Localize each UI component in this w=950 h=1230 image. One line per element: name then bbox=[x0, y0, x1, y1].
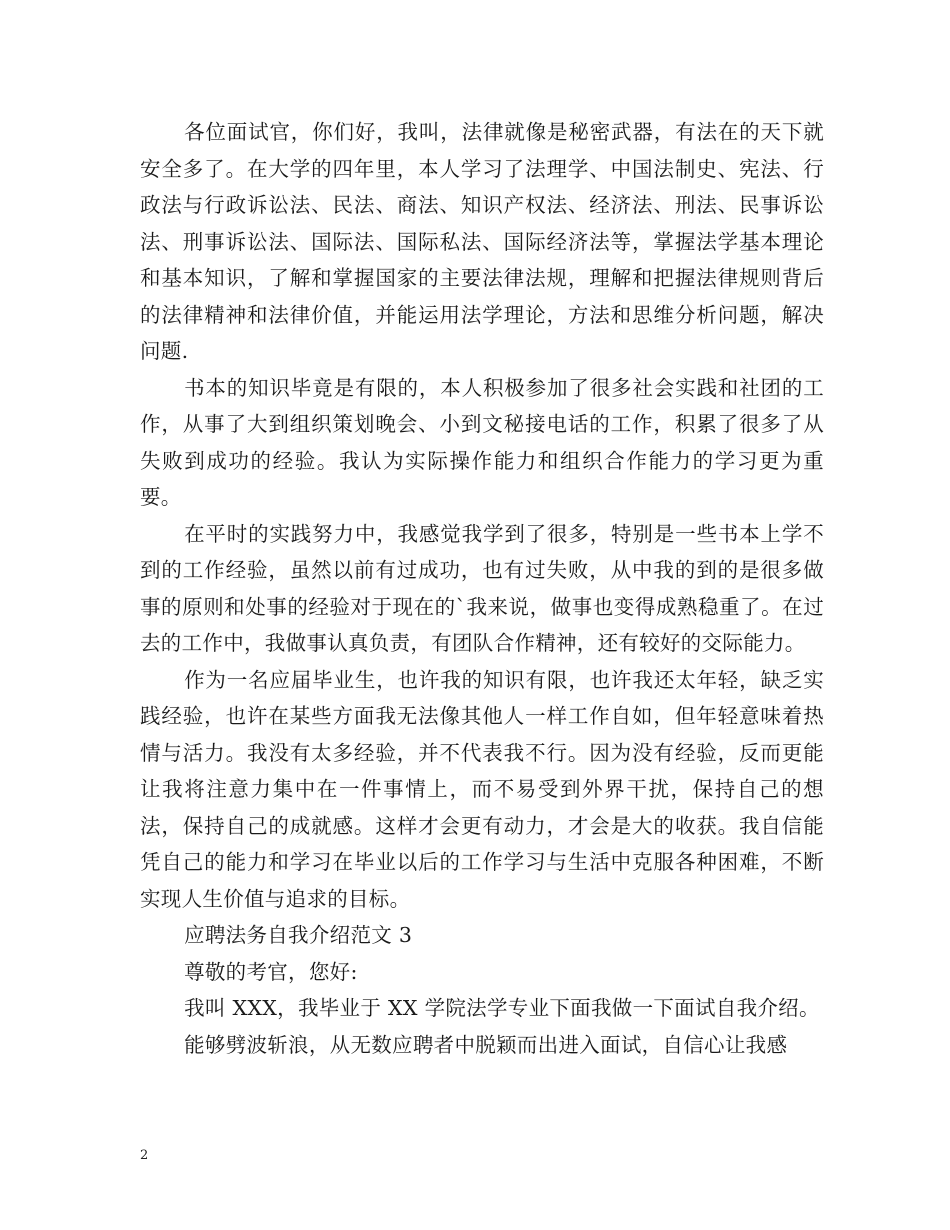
salutation: 尊敬的考官，您好: bbox=[184, 959, 358, 984]
paragraph: 作为一名应届毕业生，也许我的知识有限，也许我还太年轻，缺乏实践经验，也许在某些方面我无法像其他人一样工作自如，但年轻意味着热情与活力。我没有太多经验，并不代表我不行。因为没有经验，反而更能让我将注意力集中在一件事情上，而不易受到外界干扰，保持自己的想法，保持自己的成就感。这样才会更有动力，才会是大的收获。我自信能凭自己的能力和学习在毕业以后的工作学习与生活中克服各种困难，不断实现人生价值与追求的目标。 bbox=[140, 667, 824, 911]
paragraph: 在平时的实践努力中，我感觉我学到了很多，特别是一些书本上学不到的工作经验，虽然以前有过成功，也有过失败，从中我的到的是很多做事的原则和处事的经验对于现在的`我来说，做事也变得成熟稳重了。在过去的工作中，我做事认真负责，有团队合作精神，还有较好的交际能力。 bbox=[140, 521, 824, 655]
paragraph: 能够劈波斩浪，从无数应聘者中脱颖而出进入面试，自信心让我感 bbox=[184, 1032, 788, 1057]
page-number: 2 bbox=[140, 1148, 149, 1163]
section-heading: 应聘法务自我介绍范文 3 bbox=[184, 923, 413, 947]
document-body bbox=[140, 114, 824, 1063]
paragraph: 书本的知识毕竟是有限的，本人积极参加了很多社会实践和社团的工作，从事了大到组织策划晚会、小到文秘接电话的工作，积累了很多了从失败到成功的经验。我认为实际操作能力和组织合作能力的学习更为重要。 bbox=[140, 375, 824, 509]
paragraph: 我叫 XXX，我毕业于 XX 学院法学专业下面我做一下面试自我介绍。 bbox=[184, 996, 820, 1020]
paragraph: 各位面试官，你们好，我叫，法律就像是秘密武器，有法在的天下就安全多了。在大学的四年里，本人学习了法理学、中国法制史、宪法、行政法与行政诉讼法、民法、商法、知识产权法、经济法、刑法、民事诉讼法、刑事诉讼法、国际法、国际私法、国际经济法等，掌握法学基本理论和基本知识，了解和掌握国家的主要法律法规，理解和把握法律规则背后的法律精神和法律价值，并能运用法学理论，方法和思维分析问题，解决问题. bbox=[140, 120, 824, 363]
